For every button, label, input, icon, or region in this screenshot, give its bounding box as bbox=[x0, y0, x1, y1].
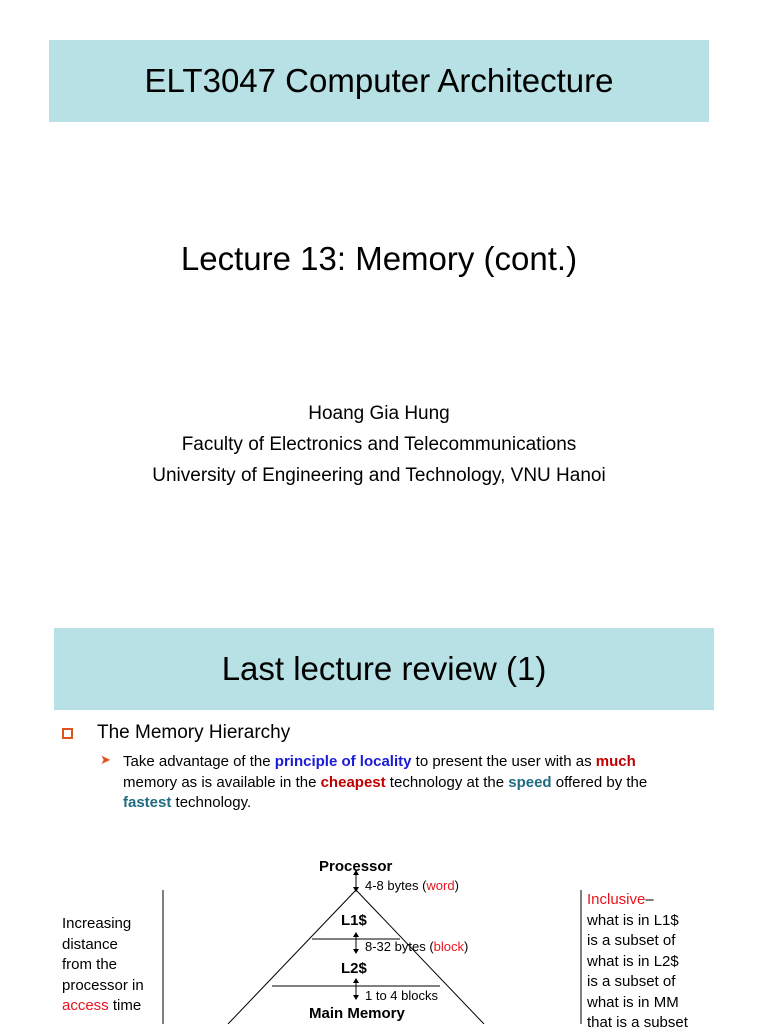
note-line: is a subset of bbox=[587, 932, 676, 949]
note-line: that is a subset bbox=[587, 1014, 688, 1031]
note-line bbox=[587, 890, 768, 911]
highlight-much: much bbox=[595, 753, 636, 770]
highlight-access: access bbox=[62, 997, 109, 1014]
access-time-note bbox=[62, 914, 144, 1017]
processor-label: Processor bbox=[319, 858, 393, 875]
note-line: Increasing bbox=[62, 915, 132, 932]
l1-cache-label: L1$ bbox=[341, 912, 367, 929]
main-memory-label: Main Memory bbox=[309, 1005, 405, 1022]
text-run: technology. bbox=[171, 794, 252, 811]
slide-title-banner bbox=[54, 628, 714, 710]
double-arrow-icon bbox=[353, 978, 359, 1000]
highlight-principle-of-locality: principle of locality bbox=[274, 753, 412, 770]
l2-cache-label: L2$ bbox=[341, 960, 367, 977]
sub-bullet-text bbox=[123, 752, 680, 814]
bullet-text: The Memory Hierarchy bbox=[97, 722, 291, 743]
lecture-title: Lecture 13: Memory (cont.) bbox=[180, 240, 578, 277]
transfer-size-block bbox=[365, 939, 468, 954]
pyramid-right-edge bbox=[356, 890, 484, 1024]
note-line: what is in MM bbox=[587, 993, 679, 1011]
text-run: memory as is available in the bbox=[123, 773, 321, 791]
title-banner bbox=[49, 40, 709, 122]
text-run: to present the user with as bbox=[411, 753, 596, 770]
sub-bullet-locality bbox=[100, 752, 680, 814]
note-line: what is in L2$ bbox=[587, 952, 679, 970]
note-line bbox=[62, 996, 144, 1017]
text-run: 8-32 bytes ( bbox=[365, 939, 434, 954]
note-line: from the bbox=[62, 956, 118, 973]
slide-title: Last lecture review (1) bbox=[221, 650, 547, 687]
highlight-fastest: fastest bbox=[123, 794, 172, 811]
note-line: processor in bbox=[62, 976, 144, 994]
author-name: Hoang Gia Hung bbox=[308, 403, 450, 424]
text-run: 4-8 bytes ( bbox=[365, 878, 427, 893]
university-name: University of Engineering and Technology, VNU Hanoi bbox=[152, 465, 606, 486]
text-run: ) bbox=[464, 939, 469, 954]
pyramid-left-edge bbox=[228, 890, 356, 1024]
bullet-memory-hierarchy bbox=[62, 722, 290, 744]
square-bullet-icon bbox=[62, 728, 73, 739]
transfer-size-blocks: 1 to 4 blocks bbox=[365, 988, 438, 1003]
text-run: Take advantage of the bbox=[123, 753, 275, 770]
inclusive-note bbox=[587, 890, 768, 1034]
text-run: time bbox=[108, 997, 142, 1014]
author-block bbox=[0, 398, 758, 491]
highlight-speed: speed bbox=[508, 773, 552, 791]
arrow-bullet-icon: ➤ bbox=[100, 752, 111, 767]
note-line: what is in L1$ bbox=[587, 911, 679, 929]
faculty-name: Faculty of Electronics and Telecommunications bbox=[181, 434, 577, 455]
text-run: ) bbox=[454, 878, 459, 893]
text-run: offered by the bbox=[551, 773, 648, 791]
note-line: distance bbox=[62, 935, 118, 953]
course-title: ELT3047 Computer Architecture bbox=[144, 62, 614, 99]
unit-word: word bbox=[426, 878, 455, 893]
double-arrow-icon bbox=[353, 932, 359, 954]
unit-block: block bbox=[433, 939, 465, 954]
text-run: technology at the bbox=[385, 773, 509, 791]
transfer-size-word bbox=[365, 878, 459, 893]
highlight-inclusive: Inclusive bbox=[587, 891, 646, 908]
note-line: is a subset of bbox=[587, 973, 676, 990]
highlight-cheapest: cheapest bbox=[320, 773, 386, 791]
text-run: – bbox=[645, 891, 654, 908]
